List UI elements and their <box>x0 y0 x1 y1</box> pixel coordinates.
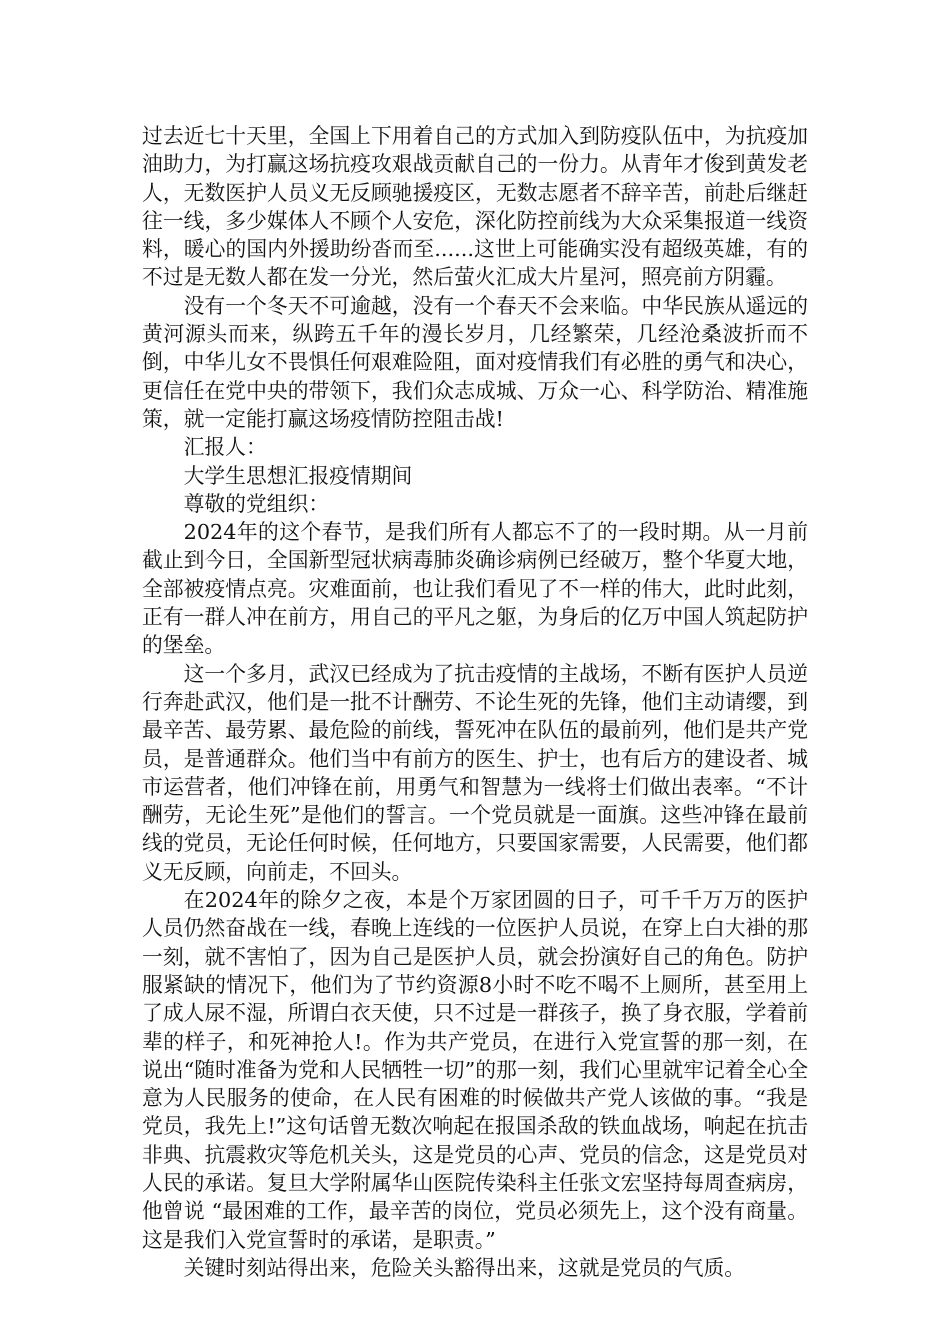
salutation: 尊敬的党组织： <box>183 491 330 516</box>
paragraph-8: 在2024年的除夕之夜，本是个万家团圆的日子，可千千万万的医护人员仍然奋战在一线，春晚上连线的一位医护人员说，在穿上白大褂的那一刻，就不害怕了，因为自己是医护人员，就会扮演好自己的角色。防护服紧缺的情况下，他们为了节约资源8小时不吃不喝不上厕所，甚至用上了成人尿不湿，所谓白衣天使，只不过是一群孩子，换了身衣服，学着前辈的样子，和死神抢人!。作为共产党员，在进行入党宣誓的那一刻，在说出“随时准备为党和人民牺牲一切”的那一刻，我们心里就牢记着全心全意为人民服务的使命，在人民有困难的时候做共产党人该做的事。“我是党员，我先上!”这句话曾无数次响起在报国杀敌的铁血战场，响起在抗击非典、抗震救灾等危机关头，这是党员的心声、党员的信念，这是党员对人民的承诺。复旦大学附属华山医院传染科主任张文宏坚持每周查病房，他曾说 “最困难的工作，最辛苦的岗位，党员必须先上，这个没有商量。这是我们入党宣誓时的承诺，是职责。” <box>142 888 808 1252</box>
paragraph-2: 没有一个冬天不可逾越，没有一个春天不会来临。中华民族从遥远的黄河源头而来，纵跨五千年的漫长岁月，几经繁荣，几经沧桑波折而不倒，中华儿女不畏惧任何艰难险阻，面对疫情我们有必胜的勇气和决心，更信任在党中央的带领下，我们众志成城、万众一心、科学防治、精准施策，就一定能打赢这场疫情防控阻击战! <box>142 293 808 431</box>
document-page <box>142 122 808 1282</box>
document-title: 大学生思想汇报疫情期间 <box>183 463 413 488</box>
paragraph-9: 关键时刻站得出来，危险关头豁得出来，这就是党员的气质。 <box>183 1255 746 1280</box>
paragraph-6: 2024年的这个春节，是我们所有人都忘不了的一段时期。从一月前截止到今日，全国新型冠状病毒肺炎确诊病例已经破万，整个华夏大地，全部被疫情点亮。灾难面前，也让我们看见了不一样的伟大，此时此刻，正有一群人冲在前方，用自己的平凡之躯，为身后的亿万中国人筑起防护的堡垒。 <box>142 520 808 658</box>
paragraph-7: 这一个多月，武汉已经成为了抗击疫情的主战场，不断有医护人员逆行奔赴武汉，他们是一批不计酬劳、不论生死的先锋，他们主动请缨，到最辛苦、最劳累、最危险的前线，誓死冲在队伍的最前列，他们是共产党员，是普通群众。他们当中有前方的医生、护士，也有后方的建设者、城市运营者，他们冲锋在前，用勇气和智慧为一线将士们做出表率。“不计酬劳，无论生死”是他们的誓言。一个党员就是一面旗。这些冲锋在最前线的党员，无论任何时候，任何地方，只要国家需要，人民需要，他们都义无反顾，向前走，不回头。 <box>142 661 808 884</box>
paragraph-1: 过去近七十天里，全国上下用着自己的方式加入到防疫队伍中，为抗疫加油助力，为打赢这场抗疫攻艰战贡献自己的一份力。从青年才俊到黄发老人，无数医护人员义无反顾驰援疫区，无数志愿者不辞辛苦，前赴后继赶往一线，多少媒体人不顾个人安危，深化防控前线为大众采集报道一线资料，暖心的国内外援助纷沓而至......这世上可能确实没有超级英雄，有的不过是无数人都在发一分光，然后萤火汇成大片星河，照亮前方阴霾。 <box>142 124 808 290</box>
reporter-label: 汇报人： <box>183 435 267 460</box>
